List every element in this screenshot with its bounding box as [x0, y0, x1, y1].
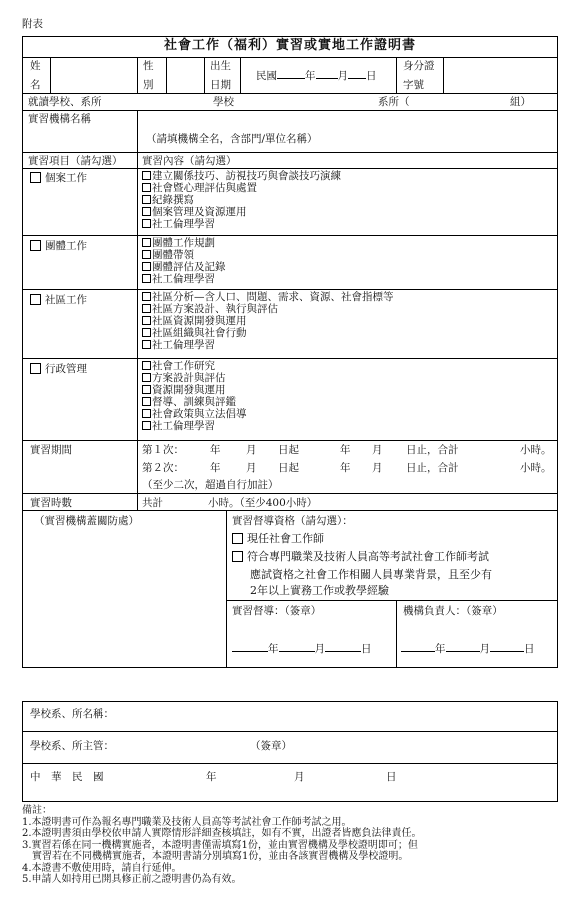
category-community[interactable]: 社區工作: [30, 294, 87, 306]
school-dept-label: 就讀學校、系所: [28, 96, 102, 108]
institution-label: 實習機構名稱: [28, 113, 91, 125]
head-sign-date[interactable]: 年 月 日: [401, 642, 535, 655]
checkbox-icon[interactable]: [142, 207, 151, 216]
groupwork-item[interactable]: 團體工作規劃: [142, 237, 226, 249]
period-end: 日止，合計: [406, 444, 459, 456]
school-date-month: 月: [294, 771, 305, 783]
supervisor-option-2-line-2: 應試資格之社會工作相關人員專業背景，且至少有: [250, 568, 492, 581]
gender-label-1: 性: [143, 60, 154, 72]
category-administration[interactable]: 行政管理: [30, 363, 87, 375]
day-label: 日: [366, 70, 377, 82]
admin-item[interactable]: 社會工作研究: [142, 360, 247, 372]
checkbox-icon[interactable]: [142, 373, 151, 382]
roc-prefix: 民國: [256, 70, 277, 82]
groupwork-item[interactable]: 社工倫理學習: [142, 273, 226, 285]
checkbox-icon[interactable]: [142, 397, 151, 406]
checkbox-icon[interactable]: [232, 533, 243, 544]
checkbox-icon[interactable]: [142, 304, 151, 313]
year-label: 年: [305, 70, 316, 82]
institution-seal-area[interactable]: [23, 528, 225, 667]
name-label-1: 姓: [30, 60, 41, 72]
checkbox-icon[interactable]: [142, 340, 151, 349]
community-item[interactable]: 社區方案設計、執行與評估: [142, 303, 394, 315]
content-header: 實習內容（請勾選）: [142, 155, 237, 167]
supervisor-option-2-line-3: 2年以上實務工作或教學經驗: [250, 584, 389, 597]
casework-item[interactable]: 紀錄撰寫: [142, 194, 341, 206]
period-first: 第１次：: [142, 444, 184, 456]
period-label: 實習期間: [30, 444, 72, 456]
checkbox-icon[interactable]: [30, 294, 41, 305]
school-head-sign: （簽章）: [250, 740, 292, 752]
community-item[interactable]: 社區組織與社會行動: [142, 327, 394, 339]
birth-date-field[interactable]: [256, 69, 377, 82]
checkbox-icon[interactable]: [142, 238, 151, 247]
id-number-field[interactable]: [444, 58, 557, 92]
form-title: 社會工作（福利）實習或實地工作證明書: [163, 38, 416, 53]
admin-item[interactable]: 方案設計與評估: [142, 372, 247, 384]
hours-unit: 小時。（至少400小時）: [208, 497, 318, 509]
head-sign-label: 機構負責人：（簽章）: [403, 605, 503, 617]
dept-prefix: 系所（: [378, 96, 410, 108]
period-end: 日止，合計: [406, 462, 459, 474]
community-item[interactable]: 社區分析—含人口、問題、需求、資源、社會指標等: [142, 291, 394, 303]
checkbox-icon[interactable]: [142, 219, 151, 228]
checkbox-icon[interactable]: [142, 292, 151, 301]
checkbox-icon[interactable]: [142, 183, 151, 192]
gender-label-2: 別: [143, 79, 154, 91]
groupwork-item[interactable]: 團體評估及記錄: [142, 261, 226, 273]
roc-date-prefix: 中 華 民 國: [30, 771, 104, 783]
checkbox-icon[interactable]: [232, 551, 243, 562]
checkbox-icon[interactable]: [30, 240, 41, 251]
period-note: （至少二次，超過自行加註）: [142, 479, 279, 491]
period-second: 第２次：: [142, 462, 184, 474]
school-suffix: 學校: [213, 96, 234, 108]
supervisor-header: 實習督導資格（請勾選）：: [232, 515, 353, 527]
admin-item[interactable]: 社工倫理學習: [142, 420, 247, 432]
school-date-year: 年: [206, 771, 217, 783]
category-casework[interactable]: 個案工作: [30, 172, 87, 184]
school-head-label: 學校系、所主管：: [30, 740, 114, 752]
period-year: 年: [340, 462, 351, 474]
id-label-2: 字號: [403, 79, 424, 91]
period-hours: 小時。: [520, 444, 552, 456]
period-year: 年: [210, 462, 221, 474]
community-item[interactable]: 社工倫理學習: [142, 339, 394, 351]
period-year: 年: [210, 444, 221, 456]
period-month: 月: [372, 444, 383, 456]
period-month: 月: [246, 462, 257, 474]
seal-area-label: （實習機構蓋關防處）: [34, 515, 139, 527]
id-label-1: 身分證: [403, 60, 435, 72]
checkbox-icon[interactable]: [142, 316, 151, 325]
period-month: 月: [246, 444, 257, 456]
admin-item[interactable]: 督導、訓練與評鑑: [142, 396, 247, 408]
note-item: 2.本證明書須由學校依申請人實際情形詳細查核填註，如有不實，出證者皆應負法律責任。: [22, 828, 422, 839]
admin-item[interactable]: 資源開發與運用: [142, 384, 247, 396]
groupwork-item[interactable]: 團體帶領: [142, 249, 226, 261]
notes-title: 備註：: [22, 805, 52, 816]
name-label-2: 名: [30, 79, 41, 91]
checkbox-icon[interactable]: [142, 274, 151, 283]
hours-total-prefix: 共計: [142, 497, 163, 509]
casework-item[interactable]: 個案管理及資源運用: [142, 206, 341, 218]
institution-hint: （請填機構全名，含部門/單位名稱）: [146, 133, 318, 145]
casework-item[interactable]: 建立關係技巧、訪視技巧與會談技巧演練: [142, 170, 341, 182]
checkbox-icon[interactable]: [142, 409, 151, 418]
note-item: 3.實習若係在同一機構實施者，本證明書僅需填寫1份，並由實習機構及學校證明即可；但: [22, 839, 418, 851]
school-name-label: 學校系、所名稱：: [30, 708, 114, 720]
checkbox-icon[interactable]: [142, 195, 151, 204]
community-item[interactable]: 社區資源開發與運用: [142, 315, 394, 327]
casework-item[interactable]: 社工倫理學習: [142, 218, 341, 230]
institution-name-field[interactable]: [138, 111, 557, 151]
school-name-field[interactable]: [130, 704, 550, 728]
checkbox-icon[interactable]: [142, 421, 151, 430]
school-date-day: 日: [386, 771, 397, 783]
supervisor-option-2[interactable]: 符合專門職業及技術人員高等考試社會工作師考試: [232, 551, 489, 563]
note-item: 1.本證明書可作為報名專門職業及技術人員高等考試社會工作師考試之用。: [22, 816, 352, 828]
period-start: 日起: [278, 462, 299, 474]
period-hours: 小時。: [520, 462, 552, 474]
birth-label-1: 出生: [210, 60, 231, 72]
admin-item[interactable]: 社會政策與立法倡導: [142, 408, 247, 420]
name-field[interactable]: [51, 58, 136, 92]
note-item: 實習若在不同機構實施者，本證明書請分別填寫1份，並由各該實習機構及學校證明。: [22, 851, 409, 862]
supervisor-sign-date[interactable]: 年 月 日: [232, 642, 372, 655]
note-item: 5.申請人如持用已開具修正前之證明書仍為有效。: [22, 874, 242, 885]
supervisor-sign-label: 實習督導：（簽章）: [232, 605, 322, 617]
checkbox-icon[interactable]: [142, 171, 151, 180]
month-label: 月: [337, 70, 348, 82]
gender-field[interactable]: [167, 58, 203, 92]
checkbox-icon[interactable]: [142, 361, 151, 370]
group-suffix: 組）: [510, 96, 531, 108]
period-start: 日起: [278, 444, 299, 456]
category-groupwork[interactable]: 團體工作: [30, 240, 87, 252]
checkbox-icon[interactable]: [142, 385, 151, 394]
checkbox-icon[interactable]: [30, 363, 41, 374]
notes-section: [22, 805, 422, 886]
period-month: 月: [372, 462, 383, 474]
supervisor-option-1[interactable]: 現任社會工作師: [232, 533, 324, 545]
note-item: 4.本證書不敷使用時，請自行延伸。: [22, 862, 182, 874]
checkbox-icon[interactable]: [142, 262, 151, 271]
period-year: 年: [340, 444, 351, 456]
checkbox-icon[interactable]: [142, 250, 151, 259]
checkbox-icon[interactable]: [142, 328, 151, 337]
hours-label: 實習時數: [30, 497, 72, 509]
attachment-label: 附表: [22, 18, 43, 30]
casework-item[interactable]: 社會暨心理評估與處置: [142, 182, 341, 194]
checkbox-icon[interactable]: [30, 172, 41, 183]
item-header: 實習項目（請勾選）: [28, 155, 123, 167]
birth-label-2: 日期: [210, 79, 231, 91]
